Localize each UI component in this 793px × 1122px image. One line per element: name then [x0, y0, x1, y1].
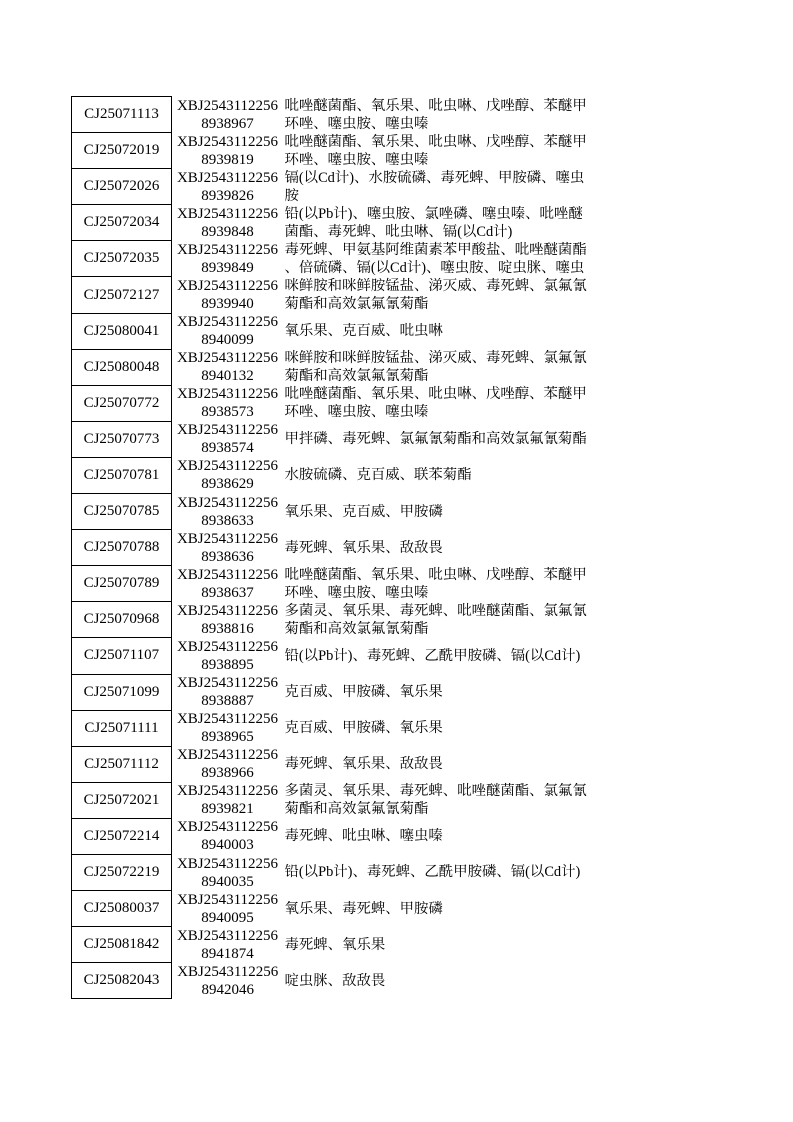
report-code-cell	[172, 385, 284, 421]
report-code-suffix: 8941874	[201, 945, 254, 962]
report-code-cell	[172, 313, 284, 349]
substances-cell	[284, 674, 590, 710]
sample-id-cell: CJ25072214	[72, 818, 172, 854]
substances-text: 毒死蜱、氧乐果	[284, 936, 386, 953]
substances-text: 铅(以Pb计)、噻虫胺、氯唑磷、噻虫嗪、吡唑醚菌酯、毒死蜱、吡虫啉、镉(以Cd计)	[284, 205, 583, 240]
report-code-prefix: XBJ2543112256	[176, 530, 279, 547]
substances-cell	[284, 97, 590, 133]
substances-cell	[284, 782, 590, 818]
report-code-cell	[172, 891, 284, 927]
report-code-suffix: 8938629	[201, 476, 254, 493]
substances-text: 毒死蜱、氧乐果、敌敌畏	[284, 539, 443, 556]
table-row	[72, 963, 590, 999]
substances-cell	[284, 566, 590, 602]
report-code-cell	[172, 241, 284, 277]
report-code-suffix: 8940095	[201, 909, 254, 926]
table-row	[72, 854, 590, 890]
sample-id-cell: CJ25070789	[72, 566, 172, 602]
sample-id-cell: CJ25072035	[72, 241, 172, 277]
report-code-suffix: 8938967	[201, 115, 254, 132]
substances-text: 啶虫脒、敌敌畏	[284, 972, 386, 989]
report-code-cell	[172, 97, 284, 133]
table-row	[72, 566, 590, 602]
table-row	[72, 494, 590, 530]
report-code-prefix: XBJ2543112256	[176, 350, 279, 367]
table-row	[72, 241, 590, 277]
report-code-prefix: XBJ2543112256	[176, 747, 279, 764]
report-code-cell	[172, 566, 284, 602]
report-code-cell	[172, 638, 284, 674]
report-code-prefix: XBJ2543112256	[176, 422, 279, 439]
report-code-suffix: 8940099	[201, 332, 254, 349]
sample-id-cell: CJ25072026	[72, 169, 172, 205]
table-row	[72, 277, 590, 313]
report-code-suffix: 8939848	[201, 223, 254, 240]
sample-id-cell: CJ25072127	[72, 277, 172, 313]
substances-cell	[284, 494, 590, 530]
sample-id-cell: CJ25070788	[72, 530, 172, 566]
substances-cell	[284, 638, 590, 674]
sample-id-cell: CJ25070781	[72, 457, 172, 493]
table-row	[72, 891, 590, 927]
substances-cell	[284, 530, 590, 566]
report-code-cell	[172, 530, 284, 566]
report-code-prefix: XBJ2543112256	[176, 891, 279, 908]
substances-text: 吡唑醚菌酯、氧乐果、吡虫啉、戊唑醇、苯醚甲环唑、噻虫胺、噻虫嗪	[284, 566, 587, 601]
substances-cell	[284, 133, 590, 169]
substances-cell	[284, 818, 590, 854]
report-code-suffix: 8938965	[201, 729, 254, 746]
table-row	[72, 710, 590, 746]
report-code-prefix: XBJ2543112256	[176, 638, 279, 655]
sample-id-cell: CJ25081842	[72, 927, 172, 963]
report-code-suffix: 8938633	[201, 512, 254, 529]
table-row	[72, 97, 590, 133]
substances-text: 水胺硫磷、克百威、联苯菊酯	[284, 467, 472, 484]
sample-id-cell: CJ25070773	[72, 421, 172, 457]
report-code-suffix: 8940003	[201, 837, 254, 854]
sample-id-cell: CJ25072021	[72, 782, 172, 818]
report-code-prefix: XBJ2543112256	[176, 602, 279, 619]
report-code-prefix: XBJ2543112256	[176, 711, 279, 728]
report-code-prefix: XBJ2543112256	[176, 458, 279, 475]
sample-id-cell: CJ25072219	[72, 854, 172, 890]
report-code-prefix: XBJ2543112256	[176, 566, 279, 583]
substances-cell	[284, 205, 590, 241]
report-code-cell	[172, 494, 284, 530]
substances-cell	[284, 746, 590, 782]
report-code-cell	[172, 710, 284, 746]
table-row	[72, 457, 590, 493]
report-code-prefix: XBJ2543112256	[176, 927, 279, 944]
report-code-cell	[172, 963, 284, 999]
substances-text: 多菌灵、氧乐果、毒死蜱、吡唑醚菌酯、氯氟氰菊酯和高效氯氟氰菊酯	[284, 783, 587, 818]
table-row	[72, 530, 590, 566]
report-code-cell	[172, 818, 284, 854]
report-code-prefix: XBJ2543112256	[177, 963, 279, 980]
substances-text: 克百威、甲胺磷、氧乐果	[284, 720, 443, 737]
report-code-prefix: XBJ2543112256	[176, 386, 279, 403]
report-code-suffix: 8939821	[201, 801, 254, 818]
report-code-suffix: 8938637	[201, 584, 254, 601]
report-code-cell	[172, 927, 284, 963]
report-code-suffix: 8938573	[201, 404, 254, 421]
sample-id-cell: CJ25071107	[72, 638, 172, 674]
substances-text: 铅(以Pb计)、毒死蜱、乙酰甲胺磷、镉(以Cd计)	[284, 864, 581, 881]
report-code-suffix: 8938636	[201, 548, 254, 565]
report-code-cell	[172, 205, 284, 241]
report-code-cell	[172, 602, 284, 638]
table-row	[72, 746, 590, 782]
sample-id-cell: CJ25071111	[72, 710, 172, 746]
sample-id-cell: CJ25072019	[72, 133, 172, 169]
report-code-cell	[172, 277, 284, 313]
sample-id-cell: CJ25071099	[72, 674, 172, 710]
report-code-prefix: XBJ2543112256	[176, 133, 279, 150]
sample-id-cell: CJ25080037	[72, 891, 172, 927]
substances-cell	[284, 169, 590, 205]
report-code-cell	[172, 421, 284, 457]
report-code-prefix: XBJ2543112256	[176, 97, 279, 114]
substances-cell	[284, 854, 590, 890]
inspection-results-table	[71, 96, 590, 999]
substances-text: 镉(以Cd计)、水胺硫磷、毒死蜱、甲胺磷、噻虫胺	[284, 169, 585, 204]
substances-text: 氧乐果、毒死蜱、甲胺磷	[284, 900, 443, 917]
report-code-prefix: XBJ2543112256	[176, 278, 279, 295]
sample-id-cell: CJ25070968	[72, 602, 172, 638]
sample-id-cell: CJ25071113	[72, 97, 172, 133]
report-code-cell	[172, 854, 284, 890]
table-row	[72, 782, 590, 818]
sample-id-cell: CJ25070772	[72, 385, 172, 421]
substances-text: 毒死蜱、甲氨基阿维菌素苯甲酸盐、吡唑醚菌酯、倍硫磷、镉(以Cd计)、噻虫胺、啶虫脒、噻虫	[284, 241, 587, 276]
substances-text: 克百威、甲胺磷、氧乐果	[284, 684, 443, 701]
substances-cell	[284, 421, 590, 457]
report-code-suffix: 8938816	[201, 620, 254, 637]
report-code-prefix: XBJ2543112256	[176, 205, 279, 222]
sample-id-cell: CJ25082043	[72, 963, 172, 999]
substances-cell	[284, 602, 590, 638]
report-code-suffix: 8940035	[201, 873, 254, 890]
report-code-prefix: XBJ2543112256	[176, 169, 279, 186]
report-code-cell	[172, 746, 284, 782]
report-code-suffix: 8938895	[201, 656, 254, 673]
report-code-suffix: 8939849	[201, 259, 254, 276]
report-code-prefix: XBJ2543112256	[176, 494, 279, 511]
table-row	[72, 313, 590, 349]
substances-cell	[284, 963, 590, 999]
substances-cell	[284, 277, 590, 313]
substances-cell	[284, 710, 590, 746]
table-row	[72, 385, 590, 421]
substances-cell	[284, 385, 590, 421]
substances-cell	[284, 349, 590, 385]
report-code-suffix: 8940132	[201, 368, 254, 385]
table-row	[72, 421, 590, 457]
table-row	[72, 349, 590, 385]
report-code-prefix: XBJ2543112256	[176, 855, 279, 872]
report-code-cell	[172, 674, 284, 710]
table-row	[72, 205, 590, 241]
report-code-suffix: 8938966	[201, 765, 254, 782]
table-sheet	[71, 96, 590, 999]
sample-id-cell: CJ25070785	[72, 494, 172, 530]
table-row	[72, 602, 590, 638]
substances-text: 咪鲜胺和咪鲜胺锰盐、涕灭威、毒死蜱、氯氟氰菊酯和高效氯氟氰菊酯	[284, 277, 587, 313]
substances-text: 吡唑醚菌酯、氧乐果、吡虫啉、戊唑醇、苯醚甲环唑、噻虫胺、噻虫嗪	[284, 97, 587, 132]
sample-id-cell: CJ25072034	[72, 205, 172, 241]
table-row	[72, 169, 590, 205]
report-code-prefix: XBJ2543112256	[176, 783, 279, 800]
report-code-prefix: XBJ2543112256	[176, 819, 279, 836]
substances-cell	[284, 313, 590, 349]
report-code-cell	[172, 169, 284, 205]
table-row	[72, 133, 590, 169]
report-code-prefix: XBJ2543112256	[176, 675, 279, 692]
report-code-suffix: 8938574	[201, 440, 254, 457]
substances-text: 吡唑醚菌酯、氧乐果、吡虫啉、戊唑醇、苯醚甲环唑、噻虫胺、噻虫嗪	[284, 133, 587, 168]
substances-cell	[284, 241, 590, 277]
report-code-cell	[172, 782, 284, 818]
substances-text: 吡唑醚菌酯、氧乐果、吡虫啉、戊唑醇、苯醚甲环唑、噻虫胺、噻虫嗪	[284, 386, 587, 421]
substances-cell	[284, 927, 590, 963]
substances-text: 咪鲜胺和咪鲜胺锰盐、涕灭威、毒死蜱、氯氟氰菊酯和高效氯氟氰菊酯	[284, 350, 587, 385]
report-code-suffix: 8939940	[201, 296, 254, 313]
substances-cell	[284, 457, 590, 493]
report-code-prefix: XBJ2543112256	[176, 314, 279, 331]
substances-text: 毒死蜱、吡虫啉、噻虫嗪	[284, 828, 443, 845]
sample-id-cell: CJ25080041	[72, 313, 172, 349]
report-code-cell	[172, 349, 284, 385]
table-row	[72, 674, 590, 710]
substances-text: 铅(以Pb计)、毒死蜱、乙酰甲胺磷、镉(以Cd计)	[284, 647, 581, 664]
substances-cell	[284, 891, 590, 927]
substances-text: 氧乐果、克百威、甲胺磷	[284, 503, 443, 520]
table-row	[72, 818, 590, 854]
substances-text: 甲拌磷、毒死蜱、氯氟氰菊酯和高效氯氟氰菊酯	[284, 431, 587, 448]
report-code-suffix: 8938887	[201, 693, 254, 710]
report-code-cell	[172, 133, 284, 169]
substances-text: 氧乐果、克百威、吡虫啉	[284, 323, 443, 340]
report-code-cell	[172, 457, 284, 493]
report-code-suffix: 8942046	[201, 981, 254, 998]
report-code-suffix: 8939819	[201, 151, 254, 168]
table-body	[72, 97, 590, 999]
report-code-suffix: 8939826	[201, 187, 254, 204]
substances-text: 毒死蜱、氧乐果、敌敌畏	[284, 756, 443, 773]
sample-id-cell: CJ25071112	[72, 746, 172, 782]
table-row	[72, 638, 590, 674]
sample-id-cell: CJ25080048	[72, 349, 172, 385]
substances-text: 多菌灵、氧乐果、毒死蜱、吡唑醚菌酯、氯氟氰菊酯和高效氯氟氰菊酯	[284, 602, 587, 637]
table-row	[72, 927, 590, 963]
report-code-prefix: XBJ2543112256	[176, 241, 279, 258]
